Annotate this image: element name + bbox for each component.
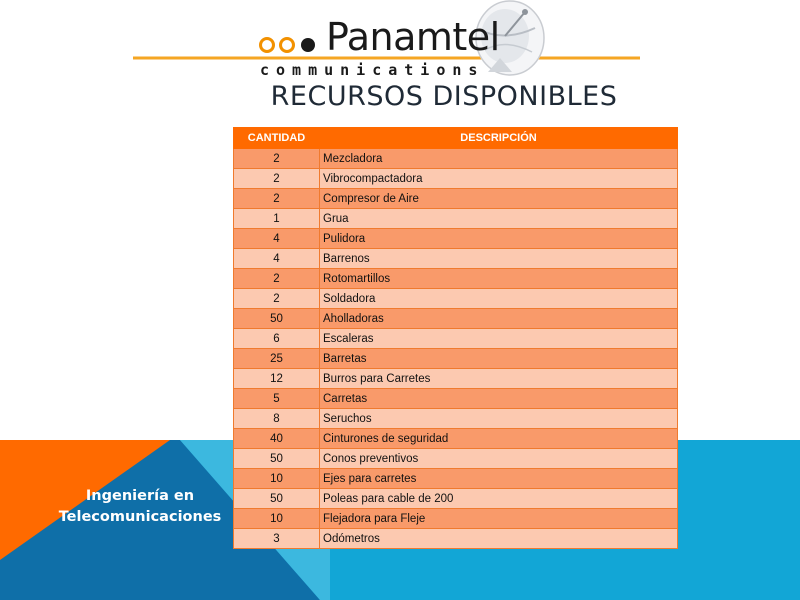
qty-cell: 3 xyxy=(234,529,320,549)
desc-cell: Compresor de Aire xyxy=(320,189,678,209)
qty-cell: 1 xyxy=(234,209,320,229)
qty-cell: 25 xyxy=(234,349,320,369)
logo-dot-2 xyxy=(281,39,294,52)
qty-cell: 2 xyxy=(234,269,320,289)
header-cantidad: CANTIDAD xyxy=(234,128,320,149)
qty-cell: 2 xyxy=(234,169,320,189)
desc-cell: Vibrocompactadora xyxy=(320,169,678,189)
desc-cell: Flejadora para Fleje xyxy=(320,509,678,529)
qty-cell: 12 xyxy=(234,369,320,389)
table-row xyxy=(234,409,678,429)
desc-cell: Carretas xyxy=(320,389,678,409)
desc-cell: Ejes para carretes xyxy=(320,469,678,489)
table-row xyxy=(234,229,678,249)
desc-cell: Aholladoras xyxy=(320,309,678,329)
table-row xyxy=(234,369,678,389)
table-row xyxy=(234,329,678,349)
table-row xyxy=(234,469,678,489)
table-row xyxy=(234,209,678,229)
table-row xyxy=(234,449,678,469)
header-descripcion: DESCRIPCIÓN xyxy=(320,128,678,149)
qty-cell: 2 xyxy=(234,189,320,209)
brand-tagline: communications xyxy=(260,61,485,79)
company-logo xyxy=(0,0,800,90)
qty-cell: 2 xyxy=(234,289,320,309)
table-row xyxy=(234,149,678,169)
department-line-1: Ingeniería en xyxy=(85,488,195,504)
qty-cell: 40 xyxy=(234,429,320,449)
table-row xyxy=(234,429,678,449)
desc-cell: Poleas para cable de 200 xyxy=(320,489,678,509)
qty-cell: 5 xyxy=(234,389,320,409)
qty-cell: 10 xyxy=(234,509,320,529)
qty-cell: 50 xyxy=(234,449,320,469)
qty-cell: 4 xyxy=(234,229,320,249)
qty-cell: 50 xyxy=(234,309,320,329)
slide-title: RECURSOS DISPONIBLES xyxy=(270,81,618,112)
table-row xyxy=(234,269,678,289)
desc-cell: Mezcladora xyxy=(320,149,678,169)
table-row xyxy=(234,169,678,189)
desc-cell: Escaleras xyxy=(320,329,678,349)
desc-cell: Grua xyxy=(320,209,678,229)
qty-cell: 6 xyxy=(234,329,320,349)
department-label xyxy=(40,486,240,528)
table-row xyxy=(234,529,678,549)
desc-cell: Pulidora xyxy=(320,229,678,249)
table-row xyxy=(234,189,678,209)
qty-cell: 50 xyxy=(234,489,320,509)
desc-cell: Odómetros xyxy=(320,529,678,549)
qty-cell: 2 xyxy=(234,149,320,169)
qty-cell: 10 xyxy=(234,469,320,489)
desc-cell: Seruchos xyxy=(320,409,678,429)
qty-cell: 8 xyxy=(234,409,320,429)
desc-cell: Burros para Carretes xyxy=(320,369,678,389)
desc-cell: Soldadora xyxy=(320,289,678,309)
desc-cell: Barrenos xyxy=(320,249,678,269)
table-row xyxy=(234,509,678,529)
table-header-row xyxy=(234,128,678,149)
department-line-2: Telecomunicaciones xyxy=(58,509,222,525)
logo-dot-1 xyxy=(261,39,274,52)
desc-cell: Conos preventivos xyxy=(320,449,678,469)
brand-name: Panamtel xyxy=(326,15,500,59)
resources-table xyxy=(233,127,678,549)
table-row xyxy=(234,249,678,269)
table-row xyxy=(234,389,678,409)
table-row xyxy=(234,489,678,509)
table-row xyxy=(234,289,678,309)
table-row xyxy=(234,309,678,329)
table-row xyxy=(234,349,678,369)
desc-cell: Cinturones de seguridad xyxy=(320,429,678,449)
logo-dot-3 xyxy=(301,38,315,52)
qty-cell: 4 xyxy=(234,249,320,269)
desc-cell: Rotomartillos xyxy=(320,269,678,289)
desc-cell: Barretas xyxy=(320,349,678,369)
